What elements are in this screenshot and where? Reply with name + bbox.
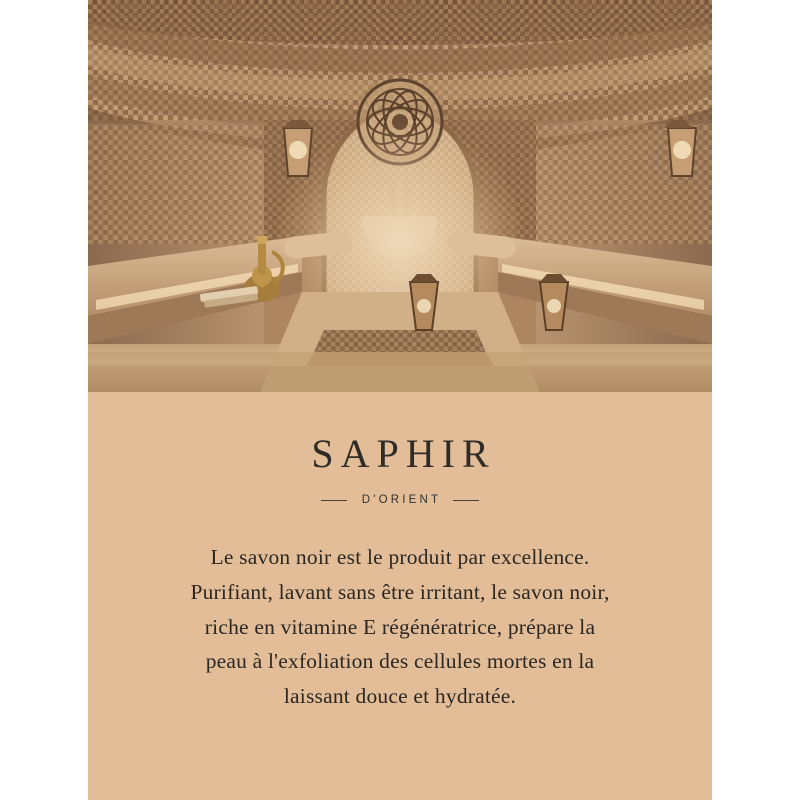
brand-block bbox=[88, 431, 712, 506]
brand-panel bbox=[88, 392, 712, 800]
brand-tagline: D'ORIENT bbox=[361, 494, 442, 506]
description-line-2: Purifiant, lavant sans être irritant, le savon noir, bbox=[190, 579, 610, 604]
brand-name: SAPHIR bbox=[311, 431, 496, 476]
product-description bbox=[140, 540, 660, 714]
tagline-rule-right bbox=[453, 500, 479, 501]
description-line-3: riche en vitamine E régénératrice, prépare la bbox=[204, 614, 596, 639]
tagline-row bbox=[88, 494, 712, 506]
hammam-interior-photo bbox=[88, 0, 712, 392]
description-line-4: peau à l'exfoliation des cellules mortes en la bbox=[205, 649, 595, 674]
description-line-5: laissant douce et hydratée. bbox=[283, 684, 517, 709]
tagline-rule-left bbox=[321, 500, 347, 501]
hammam-photo-illustration bbox=[88, 0, 712, 392]
description-line-1: Le savon noir est le produit par excellence. bbox=[210, 545, 590, 569]
